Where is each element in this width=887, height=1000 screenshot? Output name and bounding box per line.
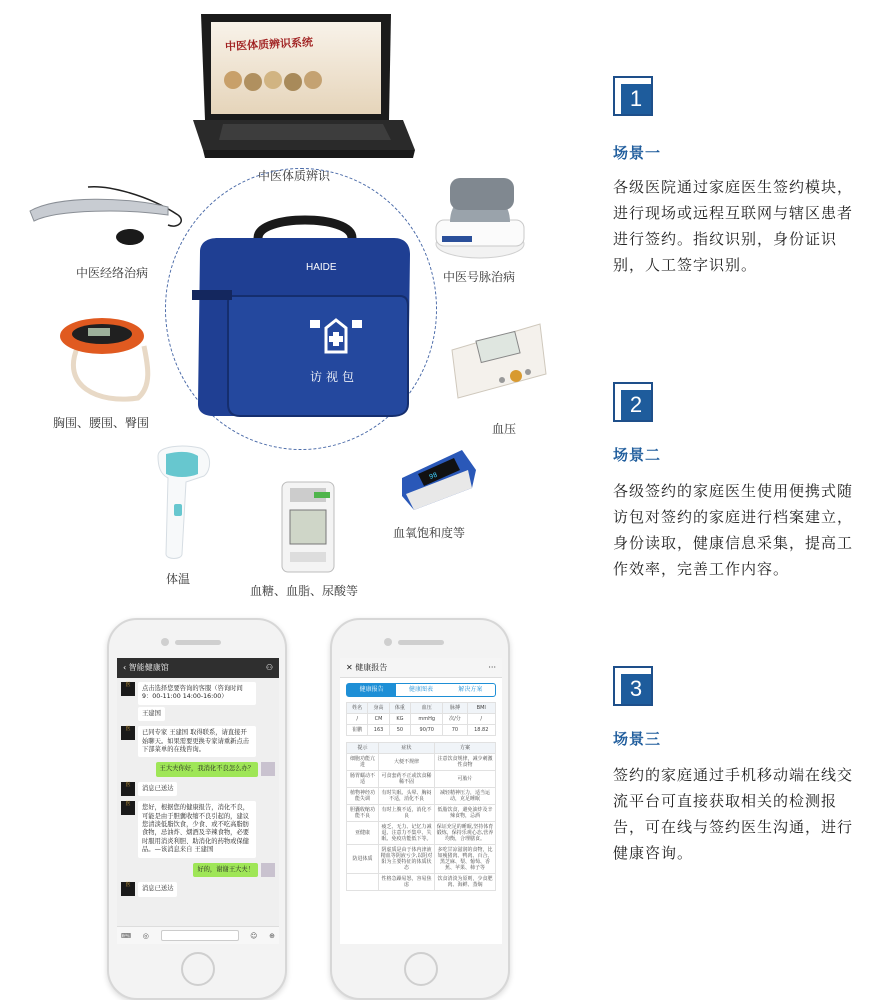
symptom-cell [347,874,379,891]
scene-3 [613,666,875,876]
report-header [340,658,502,678]
vitals-header: 体重 [389,703,410,714]
bag-label: 访视包 [310,370,359,384]
thermometer-image [152,444,214,562]
voice-icon[interactable]: ◎ [142,931,149,940]
scene-3-text: 签约的家庭通过手机移动端在线交流平台可直接获取相关的检测报告，可在线与签约医生沟通，进行健康咨询。 [613,766,854,862]
symptom-cell: 减轻精神压力，适当运动，克足睡眠 [435,788,496,805]
symptom-cell: 低脂饮食，避免油炸及辛辣食物，忌酒 [435,805,496,822]
chat-message [121,782,275,796]
symptom-cell: 有时失眠、头晕、胸闷不适，消化不良 [379,788,435,805]
chat-message [121,726,275,757]
doctor-avatar: 医 [121,882,135,896]
scene-3-number: 3 [621,674,651,704]
speaker-slot [398,640,444,645]
symptom-cell: 注意饮食规律，减少刺激性食物 [435,754,496,771]
meridian-label: 中医经络治病 [76,266,149,280]
chat-bubble: 好的，谢谢王大夫！ [193,863,258,877]
vitals-unit: / [347,714,368,725]
chat-input[interactable] [161,930,239,941]
scene-1-number: 1 [621,84,651,114]
emoji-icon[interactable]: ☺ [250,931,258,940]
vitals-header: BMI [467,703,496,714]
symptom-cell: 疲乏、无力、记忆力减退、注意力不集中、失眠、免疫功能低下等。 [379,822,435,845]
vitals-value: 50 [389,725,410,736]
vitals-value: 70 [443,725,467,736]
scene-1-title: 场景一 [613,144,662,162]
oximeter-image [398,448,478,512]
user-icon[interactable]: ⚇ [265,663,273,672]
vitals-table [346,702,496,736]
chat-bubble: 王大夫你好，我消化不良怎么办？ [156,762,258,776]
scene-2-title: 场景二 [613,446,662,464]
tab-health-report[interactable]: 健康报告 [347,684,396,696]
chat-message [121,863,275,877]
doctor-avatar: 医 [121,782,135,796]
scene-3-number-box [613,666,653,706]
scene-1-text: 各级医院通过家庭医生签约模块，进行现场或远程互联网与辖区患者进行签约。指纹识别，身份证识别，人工签字识别。 [613,178,854,274]
report-screen [340,658,502,944]
tab-solution[interactable]: 解决方案 [458,686,483,693]
svg-text:98: 98 [428,471,439,482]
phone-chat [107,618,287,1000]
vitals-header: 姓名 [347,703,368,714]
camera-dot [161,638,169,646]
vitals-value: 崔鹏 [347,725,368,736]
scene-2 [613,382,875,592]
chat-bubble[interactable]: 王建国 [138,707,165,721]
doctor-avatar: 医 [121,682,135,696]
vitals-unit: CM [368,714,389,725]
tape-measure-image [58,306,154,406]
close-icon[interactable]: ✕ [346,663,356,672]
symptom-cell: 有时上腹不适，消化不良 [379,805,435,822]
report-title: 健康报告 [355,663,388,672]
pulse-label: 中医号脉治病 [443,270,516,284]
laptop-screen-title: 中医体质辨识系统 [224,35,314,54]
user-avatar [261,762,275,776]
chat-input-bar [117,926,279,944]
vitals-header: 血压 [411,703,443,714]
chat-message [121,882,275,896]
vitals-value: 90/70 [411,725,443,736]
symptom-cell: 肠胃蠕动不适 [347,771,379,788]
user-avatar [261,863,275,877]
chat-message [121,682,275,705]
speaker-slot [175,640,221,645]
chat-bubble: 您好，根据您的健康报告，消化不良，可能是由于胆囊收缩不良引起的，建议您清淡低脂饮食，少食、或不吃高脂肪食物，忌油炸、烟酒及辛辣食物，必要时服用消炎利胆、助消化的药物或保健品。—该消息来自 王建国 [138,801,256,857]
doctor-avatar: 医 [121,801,135,815]
symptom-cell: 防进体质 [347,845,379,874]
more-icon[interactable]: ··· [488,663,496,672]
chat-message [121,801,275,857]
symptom-header: 方案 [435,743,496,754]
scene-2-number: 2 [621,390,651,420]
vitals-value: 163 [368,725,389,736]
scene-1 [613,76,875,316]
chat-title: 智能健康馆 [128,663,169,672]
scene-2-number-box [613,382,653,422]
chat-bubble: 消息已送达 [138,782,177,796]
visit-bag-image [192,208,417,420]
bp-label: 血压 [492,422,517,436]
keyboard-icon[interactable]: ⌨ [121,931,132,940]
vitals-value: 18.82 [467,725,496,736]
vitals-header: 身高 [368,703,389,714]
plus-icon[interactable]: ⊕ [269,931,275,940]
symptom-header: 症状 [379,743,435,754]
home-button[interactable] [404,952,438,986]
tape-label: 胸围、腰围、臀围 [53,416,150,430]
vitals-unit: mmHg [411,714,443,725]
scene-2-text: 各级签约的家庭医生使用便携式随访包对签约的家庭进行档案建立，身份读取，健康信息采集，提高工作效率，完善工作内容。 [613,482,854,578]
symptom-cell: 保证充足的睡眠,坚持体育锻炼，保持乐观心态,营养均衡，合理膳食。 [435,822,496,845]
chat-bubble: 已同专家 王建国 取得联系，请直接开始聊天。如果需要更换专家请重新点击下部菜单的在线咨询。 [138,726,256,757]
vitals-header: 脉搏 [443,703,467,714]
thermometer-label: 体温 [166,572,191,586]
vitals-unit: KG [389,714,410,725]
chat-message [121,707,275,721]
bp-monitor-image [448,320,548,402]
symptom-cell: 植物神经功能失调 [347,788,379,805]
laptop-image [193,12,415,162]
back-icon[interactable]: ‹ [123,663,129,672]
symptom-cell: 胆囊收缩功能不良 [347,805,379,822]
glucose-label: 血糖、血脂、尿酸等 [250,584,359,598]
symptom-cell: 阴虚质是由于体内津液精血等阴液亏少,以阴对阳为主要特征的体质状态 [379,845,435,874]
phone-report [330,618,510,1000]
symptom-header: 提示 [347,743,379,754]
vitals-unit: / [467,714,496,725]
chat-bubble: 消息已送达 [138,882,177,896]
pulse-device-image [430,172,530,262]
camera-dot [384,638,392,646]
chat-messages [117,678,279,906]
report-tabs [346,683,496,697]
symptom-cell: 饮食清淡为原则，少食肥肉、海鲜、蒸焖 [435,874,496,891]
glucose-meter-image [278,478,338,576]
vitals-unit: 次/分 [443,714,467,725]
symptom-cell: 可胎片 [435,771,496,788]
symptom-cell: 亚健康 [347,822,379,845]
meridian-device-image [28,185,188,255]
symptom-cell: 细胞功能亢进 [347,754,379,771]
tab-health-chart[interactable]: 健康图表 [408,686,433,693]
home-button[interactable] [181,952,215,986]
symptom-table [346,742,496,891]
symptom-cell: 多吃甘凉滋润的食物，比如瘦猪肉、鸭肉、百合、黑芝麻、梨、葡萄、香蕉、苹果、柿子等 [435,845,496,874]
scene-3-title: 场景三 [613,730,662,748]
chat-message [121,762,275,776]
symptom-cell: 可食套药不正或饮食稀稀不固 [379,771,435,788]
oximeter-label: 血氧饱和度等 [393,526,466,540]
chat-header [117,658,279,678]
symptom-cell: 大便不规律 [379,754,435,771]
symptom-cell: 性格急躁易怒，容易焦虑 [379,874,435,891]
svg-text:HAIDE: HAIDE [306,262,337,273]
laptop-label: 中医体质辨识 [258,169,331,183]
scene-1-number-box [613,76,653,116]
chat-bubble: 点击选择您要咨询的客服（咨询时间 9：00-11:00 14:00-16:00） [138,682,256,705]
doctor-avatar: 医 [121,726,135,740]
chat-screen [117,658,279,944]
